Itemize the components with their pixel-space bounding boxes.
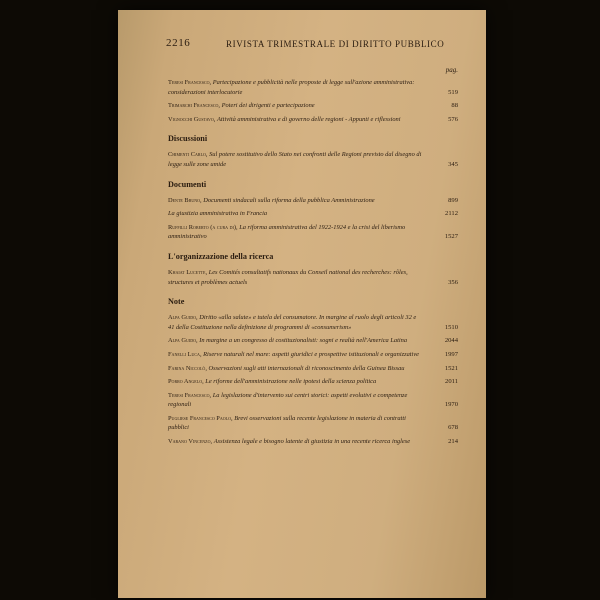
toc-entry (168, 268, 458, 287)
entry-author: Varano Vincenzo, (168, 438, 213, 446)
toc-sections (168, 134, 458, 446)
pag-column-label: pag. (445, 66, 458, 74)
entry-title: La riforma amministrativa del 1922-1924 e la crisi del liberismo amministrativo (168, 223, 406, 241)
toc-entry (168, 78, 458, 97)
toc-entry (168, 101, 458, 111)
entry-page-number: 2011 (445, 378, 458, 386)
toc-entry (168, 414, 458, 433)
entry-page-number: 356 (448, 278, 458, 286)
entry-page-number: 1527 (444, 233, 458, 241)
toc-entry (168, 350, 458, 360)
section-heading: Documenti (168, 179, 207, 189)
toc-entry (168, 223, 458, 242)
entry-page-number: 899 (448, 196, 458, 204)
toc-entry (168, 377, 458, 387)
entry-author: Dente Bruno, (168, 196, 202, 204)
entry-title: La legislazione d'intervento sui centri storici: aspetti evolutivi e competenze regionali (168, 391, 408, 409)
entry-page-number: 678 (448, 424, 458, 432)
entry-title: Documenti sindacali sulla riforma della pubblica Amministrazione (203, 196, 375, 204)
book-page (118, 10, 486, 598)
entry-author: Farina Niccolò, (168, 364, 207, 372)
entry-author: Fanelli Luca, (168, 350, 202, 358)
entry-title: Assistenza legale e bisogno latente di giustizia in una recente ricerca inglese (213, 438, 411, 446)
entry-title: Brevi osservazioni sulla recente legislazione in materia di contratti pubblici (168, 414, 406, 432)
entry-title: In margine a un congresso di costituzionalisti: sogni e realtà nell'America Latina (199, 337, 408, 345)
running-title: RIVISTA TRIMESTRALE DI DIRITTO PUBBLICO (226, 39, 445, 49)
entry-title: Le riforme dell'amministrazione nelle ipotesi della scienza politica (205, 378, 377, 386)
toc-entry (168, 150, 458, 169)
entry-page-number: 345 (448, 160, 458, 168)
entry-page-number: 88 (451, 102, 458, 110)
section-heading: L'organizzazione della ricerca (168, 251, 274, 261)
entry-author: Vignocchi Gustavo, (168, 115, 216, 123)
section-heading: Note (168, 297, 185, 307)
toc-entry (168, 196, 458, 206)
toc-entry (168, 115, 458, 125)
entry-page-number: 2112 (445, 210, 458, 218)
toc-entry (168, 209, 458, 219)
entry-page-number: 214 (448, 438, 458, 446)
entry-author: Chimenti Carlo, (168, 151, 208, 159)
entry-title: Sul potere sostitutivo dello Stato nei confronti delle Regioni previsto dal disegno di legge sulle zone umide (168, 151, 422, 168)
entry-author: Trimarchi Francesco, (168, 102, 220, 110)
entry-title: Poteri dei dirigenti e partecipazione (221, 102, 315, 110)
entry-page-number: 519 (448, 88, 458, 96)
entry-page-number: 1521 (444, 364, 458, 372)
toc-entry (168, 391, 458, 410)
entry-page-number: 576 (448, 115, 458, 123)
entry-author: Pugliese Francesco Paolo, (168, 414, 233, 422)
entry-title: La giustizia amministrativa in Francia (168, 210, 268, 218)
toc-entry (168, 313, 458, 332)
entry-title: Attività amministrativa e di governo delle regioni - Appunti e riflessioni (216, 115, 401, 123)
section-heading: Discussioni (168, 134, 208, 144)
entry-page-number: 2044 (444, 337, 458, 345)
entry-author: Porro Angelo, (168, 378, 204, 386)
entry-author: Alpa Guido, (168, 337, 198, 345)
toc-entry (168, 364, 458, 374)
entry-title: Osservazioni sugli atti internazionali di riconoscimento della Guinea Bissau (208, 364, 405, 372)
toc-entry (168, 336, 458, 346)
entry-author: Ruffilli Roberto (a cura di), (168, 223, 238, 231)
entry-author: Alpa Guido, (168, 314, 198, 322)
entry-page-number: 1510 (444, 323, 458, 331)
entry-author: Khaiat Lucette, (168, 268, 208, 276)
entry-page-number: 1970 (444, 401, 458, 409)
entry-page-number: 1997 (444, 350, 458, 358)
entry-title: Partecipazione e pubblicità nelle proposte di legge sull'azione amministrativa: considerazioni interlocutorie (168, 79, 415, 96)
entry-author: Teresi Francesco, (168, 79, 212, 86)
table-of-contents (168, 66, 458, 451)
page-number: 2216 (166, 37, 191, 49)
toc-entry (168, 437, 458, 447)
entry-author: Teresi Francesco, (168, 391, 212, 399)
entry-title: Les Comités consultatifs nationaux du Conseil national des recherches: rôles, structures et problèmes actuels (168, 268, 408, 286)
entry-title: Riserve naturali nel mare: aspetti giuridici e prospettive istituzionali e organizzative (203, 350, 419, 358)
entry-title: Diritto «alla salute» e tutela del consumatore. In margine al ruolo degli articoli 32 e 41 della Costituzione nella definizione di programmi di «consumerism» (168, 314, 417, 331)
intro-entries (168, 78, 458, 124)
